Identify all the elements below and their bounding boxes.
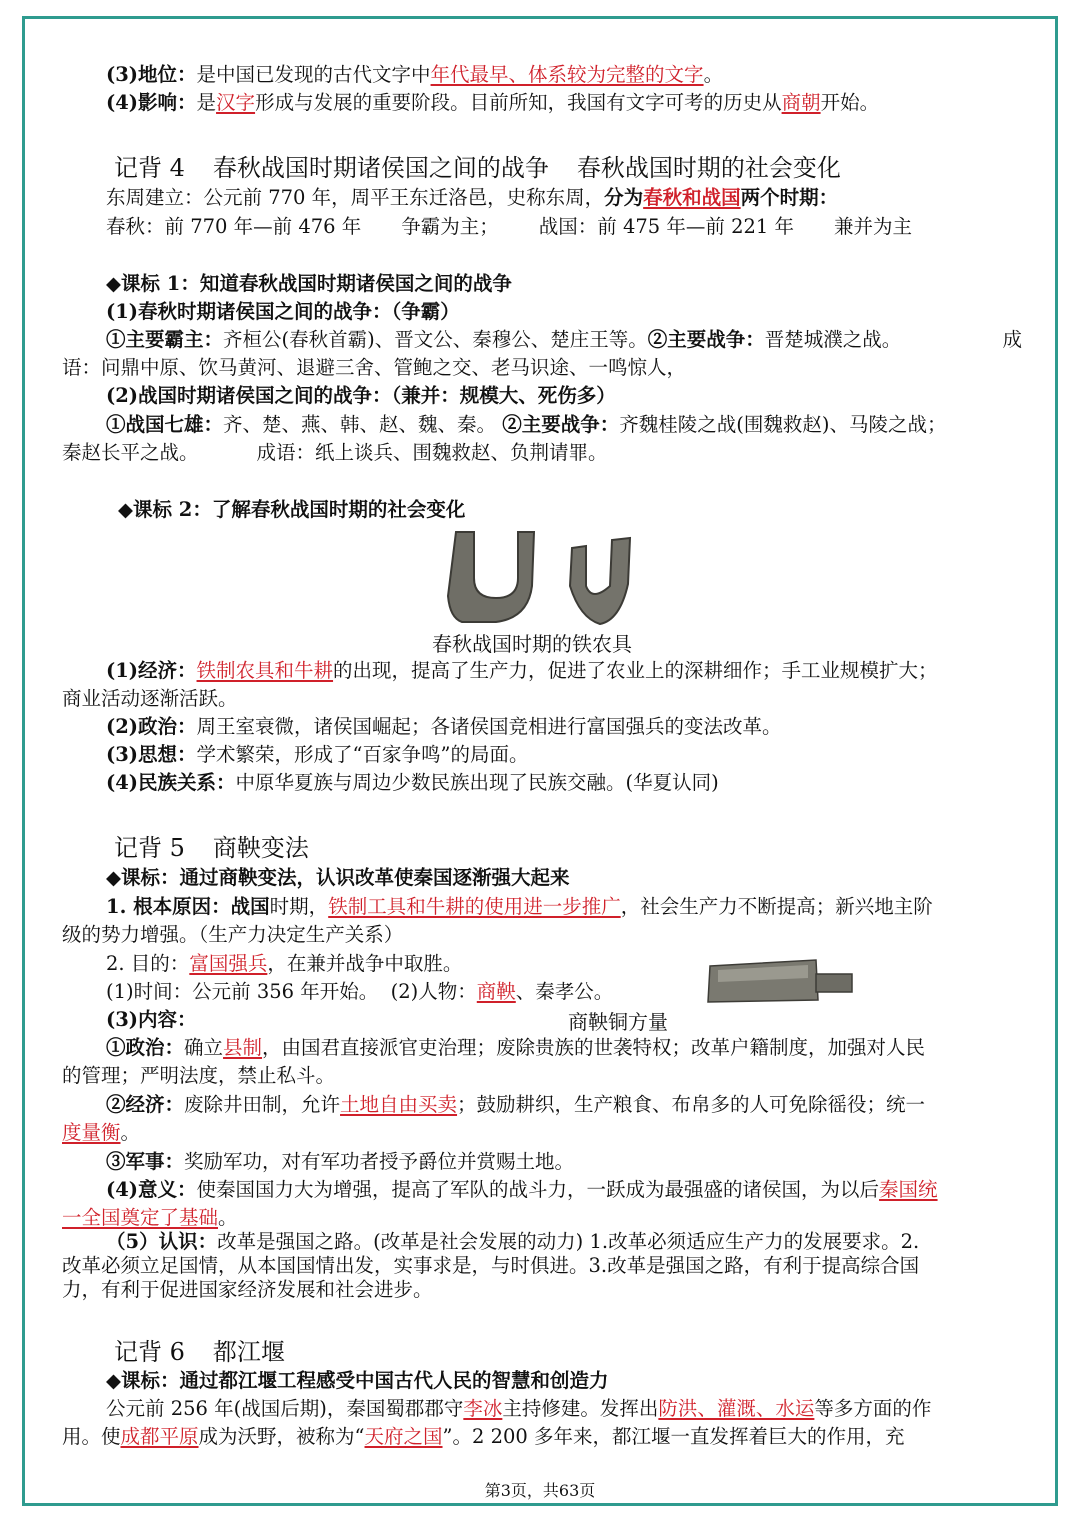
s5-economy-line1: ②经济：废除井田制，允许土地自由买卖；鼓励耕织，生产粮食、布帛多的人可免除徭役；统一: [106, 1093, 926, 1116]
s4-economy-line1: (1)经济：铁制农具和牛耕的出现，提高了生产力，促进了农业上的深耕细作；手工业规模扩大；: [106, 659, 938, 682]
s4-politics: (2)政治：周王室衰微，诸侯国崛起；各诸侯国竞相进行富国强兵的变法改革。: [106, 715, 782, 738]
s4-p1-line1: ①主要霸主：齐桓公(春秋首霸)、晋文公、秦穆公、楚庄王等。②主要战争：晋楚城濮之战。 成: [106, 328, 1022, 351]
page-number: 第3页，共63页: [484, 1481, 596, 1500]
s3-line-influence: (4)影响：是汉字形成与发展的重要阶段。目前所知，我国有文字可考的历史从商朝开始。: [106, 91, 880, 114]
s4-intro-line2: 春秋：前 770 年—前 476 年 争霸为主； 战国：前 475 年—前 221 年 兼并为主: [106, 215, 912, 238]
section5-heading: 记背 5 商鞅变法: [114, 834, 309, 862]
s4-p2-title: (2)战国时期诸侯国之间的战争：（兼并：规模大、死伤多）: [106, 384, 616, 407]
s4-intro-line1: 东周建立：公元前 770 年，周平王东迁洛邑，史称东周，分为春秋和战国两个时期：: [106, 186, 839, 209]
section4-heading: 记背 4 春秋战国时期诸侯国之间的战争 春秋战国时期的社会变化: [114, 154, 841, 182]
s6-kebiao: ◆课标：通过都江堰工程感受中国古代人民的智慧和创造力: [106, 1369, 609, 1392]
s5-cause-line2: 级的势力增强。（生产力决定生产关系）: [62, 923, 404, 946]
s5-politics-line2: 的管理；严明法度，禁止私斗。: [62, 1064, 336, 1087]
iron-tools-caption: 春秋战国时期的铁农具: [432, 632, 632, 656]
s5-view-line3: 力，有利于促进国家经济发展和社会进步。: [62, 1278, 433, 1301]
s5-view-line2: 改革必须立足国情，从本国国情出发，实事求是，与时俱进。3.改革是强国之路，有利于提高综合国: [62, 1254, 920, 1277]
s4-p2-line1: ①战国七雄：齐、楚、燕、韩、赵、魏、秦。 ②主要战争：齐魏桂陵之战(围魏救赵)、马陵之战；: [106, 413, 947, 436]
s4-kebiao2: ◆课标 2：了解春秋战国时期的社会变化: [118, 498, 466, 521]
s4-kebiao1: ◆课标 1：知道春秋战国时期诸侯国之间的战争: [106, 272, 512, 295]
s4-p1-title: (1)春秋时期诸侯国之间的战争：（争霸）: [106, 300, 460, 323]
iron-tools-image: [444, 526, 644, 626]
s5-politics-line1: ①政治：确立县制，由国君直接派官吏治理；废除贵族的世袭特权；改革户籍制度，加强对人民: [106, 1036, 926, 1059]
s5-content-label: (3)内容：: [106, 1008, 197, 1031]
s4-p2-line2: 秦赵长平之战。 成语：纸上谈兵、围魏救赵、负荆请罪。: [62, 441, 608, 464]
s5-kebiao: ◆课标：通过商鞅变法，认识改革使秦国逐渐强大起来: [106, 866, 570, 889]
s5-military: ③军事：奖励军功，对有军功者授予爵位并赏赐土地。: [106, 1150, 575, 1173]
s4-ethnic: (4)民族关系：中原华夏族与周边少数民族出现了民族交融。(华夏认同): [106, 771, 719, 794]
s6-line2: 用。使成都平原成为沃野，被称为“天府之国”。2 200 多年来，都江堰一直发挥着巨大的作用，充: [62, 1425, 905, 1448]
s5-economy-line2: 度量衡。: [62, 1121, 141, 1144]
bronze-measure-image: [704, 956, 854, 1006]
s4-p1-line2: 语：问鼎中原、饮马黄河、退避三舍、管鲍之交、老马识途、一鸣惊人，: [62, 356, 687, 379]
s5-view-line1: （5）认识：改革是强国之路。(改革是社会发展的动力) 1.改革必须适应生产力的发展要求。2.: [106, 1230, 920, 1253]
s5-meaning-line1: (4)意义：使秦国国力大为增强，提高了军队的战斗力，一跃成为最强盛的诸侯国，为以后秦国统: [106, 1178, 938, 1201]
s6-line1: 公元前 256 年(战国后期)，秦国蜀郡郡守李冰主持修建。发挥出防洪、灌溉、水运等多方面的作: [106, 1397, 932, 1420]
s5-meaning-line2: 一全国奠定了基础。: [62, 1206, 238, 1229]
s5-time-person: (1)时间：公元前 356 年开始。 (2)人物：商鞅、秦孝公。: [106, 980, 614, 1003]
bronze-measure-caption: 商鞅铜方量: [568, 1010, 668, 1034]
s5-purpose: 2. 目的：富国强兵，在兼并战争中取胜。: [106, 952, 463, 975]
s4-economy-line2: 商业活动逐渐活跃。: [62, 687, 238, 710]
s5-cause-line1: 1. 根本原因：战国时期，铁制工具和牛耕的使用进一步推广，社会生产力不断提高；新兴地主阶: [106, 895, 933, 918]
s3-line-status: (3)地位：是中国已发现的古代文字中年代最早、体系较为完整的文字。: [106, 63, 724, 86]
s4-thought: (3)思想：学术繁荣，形成了“百家争鸣”的局面。: [106, 743, 529, 766]
section6-heading: 记背 6 都江堰: [114, 1338, 285, 1366]
